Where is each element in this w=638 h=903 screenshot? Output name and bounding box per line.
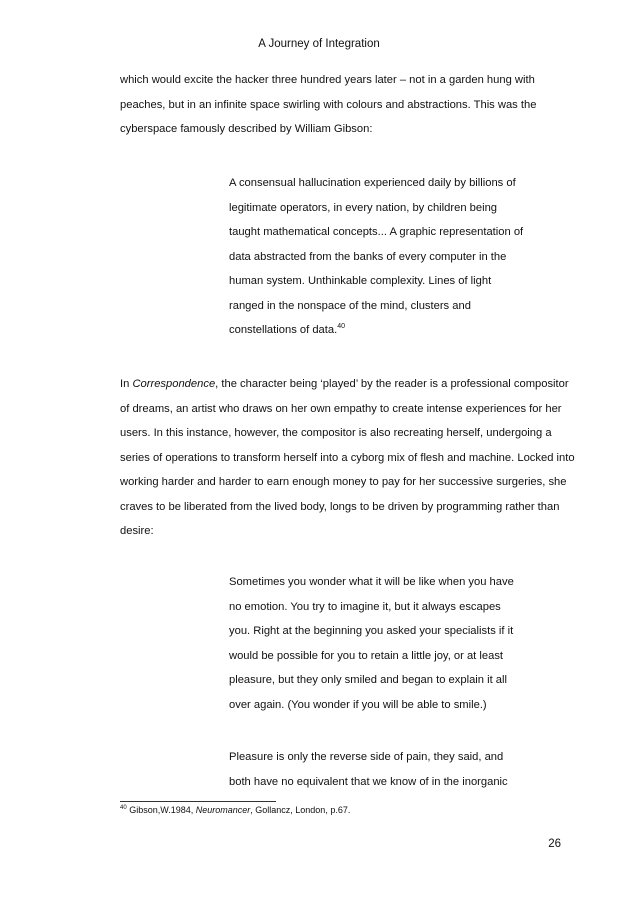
quote-line: ranged in the nonspace of the mind, clusters and <box>229 299 471 312</box>
footnote-text: Gibson,W.1984, <box>126 805 196 815</box>
text-fragment: In <box>120 378 133 390</box>
quote-line: would be possible for you to retain a little joy, or at least <box>229 649 504 662</box>
work-title: Correspondence <box>132 378 216 390</box>
text-line: users. In this instance, however, the compositor is also recreating herself, undergoing a <box>120 427 552 439</box>
paragraph <box>120 68 550 142</box>
quote-line: Sometimes you wonder what it will be like when you have <box>229 576 514 588</box>
text-line <box>120 372 569 397</box>
footnote-text: , Gollancz, London, p.67. <box>250 805 351 815</box>
quote-line <box>229 318 529 343</box>
text-line: series of operations to transform herself into a cyborg mix of flesh and machine. Locked into <box>120 451 575 464</box>
block-quote <box>229 570 529 717</box>
quote-line: data abstracted from the banks of every computer in the <box>229 250 507 263</box>
quote-line: over again. (You wonder if you will be able to smile.) <box>229 698 487 711</box>
footnote-reference[interactable]: 40 <box>337 323 346 330</box>
text-line: desire: <box>120 525 154 537</box>
quote-line: no emotion. You try to imagine it, but it always escapes <box>229 600 501 613</box>
quote-line: you. Right at the beginning you asked your specialists if it <box>229 625 514 637</box>
quote-line: Pleasure is only the reverse side of pain, they said, and <box>229 751 504 763</box>
text-line: cyberspace famously described by William Gibson: <box>120 123 373 135</box>
text-line: which would excite the hacker three hundred years later – not in a garden hung with <box>120 74 535 86</box>
text-line: of dreams, an artist who draws on her own empathy to create intense experiences for her <box>120 402 562 415</box>
quote-line: both have no equivalent that we know of in the inorganic <box>229 775 508 788</box>
running-header: A Journey of Integration <box>258 38 380 50</box>
quote-line: A consensual hallucination experienced daily by billions of <box>229 177 516 189</box>
footnote <box>120 803 350 817</box>
footnote-number: 40 <box>120 805 127 811</box>
footnote-divider <box>120 801 276 802</box>
footnote-work-title: Neuromancer <box>195 805 251 815</box>
text-line: peaches, but in an infinite space swirling with colours and abstractions. This was the <box>120 98 537 111</box>
quote-line-text: constellations of data. <box>229 324 338 336</box>
page-number: 26 <box>548 838 561 850</box>
text-fragment: , the character being ‘played’ by the reader is a professional compositor <box>215 378 569 390</box>
block-quote <box>229 745 529 794</box>
text-line: craves to be liberated from the lived body, longs to be driven by programming rather than <box>120 500 560 513</box>
text-line: working harder and harder to earn enough money to pay for her successive surgeries, she <box>120 476 567 488</box>
paragraph <box>120 372 575 544</box>
quote-line: taught mathematical concepts... A graphic representation of <box>229 226 524 238</box>
quote-line: pleasure, but they only smiled and began to explain it all <box>229 674 507 686</box>
quote-line: human system. Unthinkable complexity. Lines of light <box>229 275 492 287</box>
block-quote <box>229 171 529 343</box>
quote-line: legitimate operators, in every nation, by children being <box>229 201 498 214</box>
